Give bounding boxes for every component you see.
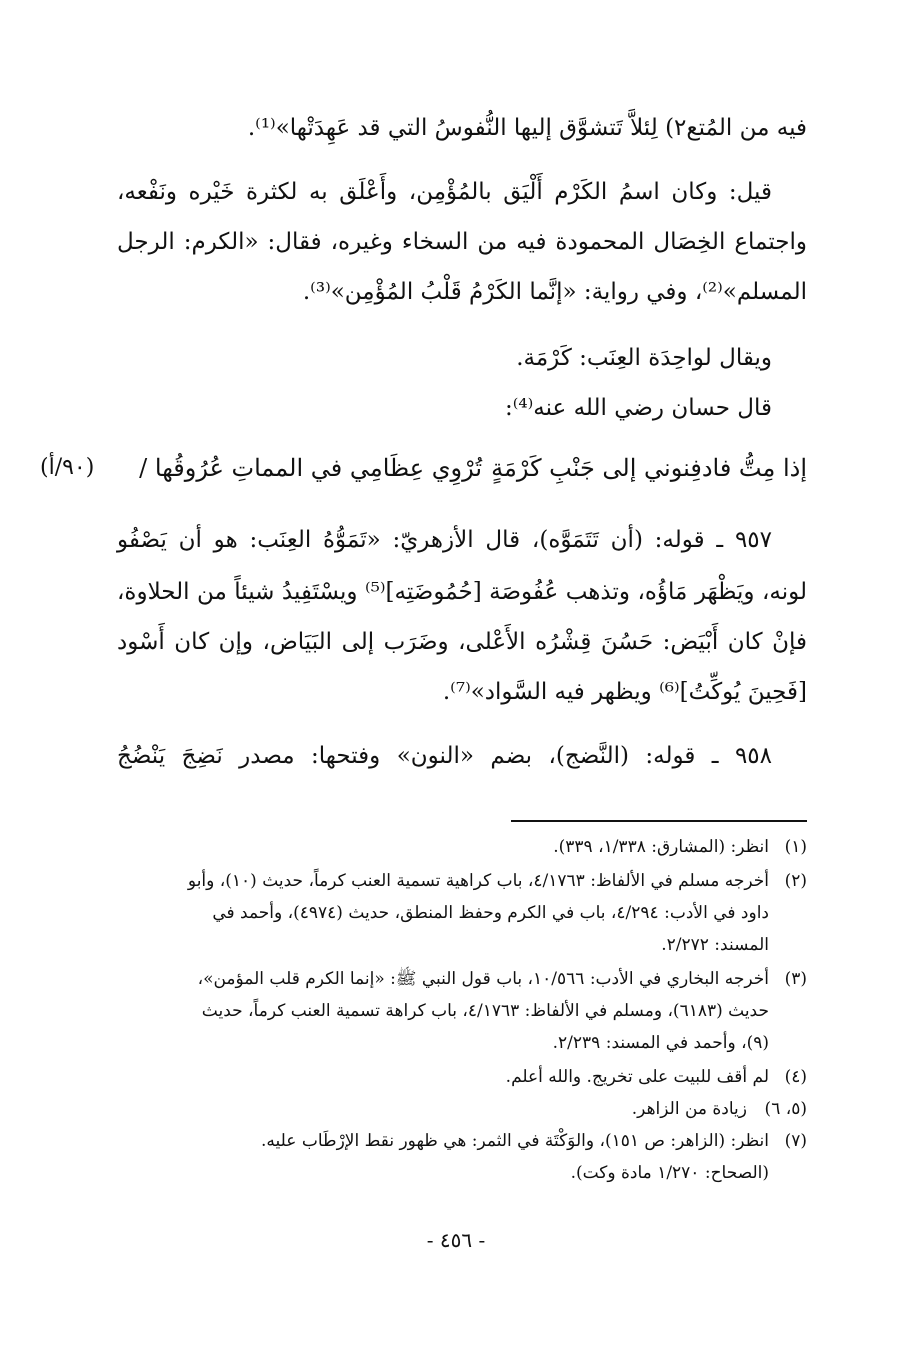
body-line-5: ويقال لواحِدَة العِنَب: كَرْمَة. (516, 345, 772, 371)
footnote-5-6 (107, 1094, 807, 1124)
footnote-number: (١) (784, 837, 807, 857)
footnote-7 (107, 1126, 807, 1156)
footnote-text: أخرجه البخاري في الأدب: ١٠/٥٦٦، باب قول النبي ﷺ: «إنما الكرم قلب المؤمن»، (197, 969, 769, 989)
footnote-separator (511, 820, 807, 822)
footnote-number: (٣) (784, 969, 807, 989)
footnote-number: (٥، ٦) (764, 1099, 807, 1119)
footnote-2 (107, 866, 807, 896)
body-line-9: فإنْ كان أَبْيَض: حَسُنَ قِشْرُه الأَعْلى، وضَرَب إلى البَيَاض، وإن كان أَسْود (117, 629, 807, 655)
verse-hemistich-right: إذا مِتُّ فادفِنوني إلى جَنْبِ كَرْمَةٍ (491, 454, 807, 482)
footnote-number: (٢) (784, 871, 807, 891)
footnote-7-line-2: (الصحاح: ١/٢٧٠ مادة وكت). (570, 1163, 769, 1183)
footnote-4 (107, 1062, 807, 1092)
body-line-2: قيل: وكان اسمُ الكَرْم أَلْيَق بالمُؤْمِن، وأَعْلَق به لكثرة خَيْره ونَفْعه، (117, 179, 772, 205)
body-line-1: فيه من المُتع٢) لِئلاَّ تَتشوَّق إليها النُّفوسُ التي قد عَهِدَتْها»⁽¹⁾. (247, 115, 807, 141)
body-line-10: [فَحِينَ يُوكِّتُ]⁽⁶⁾ ويظهر فيه السَّواد»⁽⁷⁾. (442, 679, 807, 705)
body-line-7: ٩٥٧ ـ قوله: (أن تَتَمَوَّه)، قال الأزهريّ: «تَمَوُّهُ العِنَب: هو أن يَصْفُو (117, 527, 772, 553)
body-line-6: قال حسان رضي الله عنه⁽⁴⁾: (504, 395, 772, 421)
footnote-text: أخرجه مسلم في الألفاظ: ٤/١٧٦٣، باب كراهية تسمية العنب كرماً، حديث (١٠)، وأبو (187, 871, 769, 891)
footnote-text: انظر: (المشارق: ١/٣٣٨، ٣٣٩). (553, 837, 769, 857)
footnote-2-line-2: داود في الأدب: ٤/٢٩٤، باب في الكرم وحفظ المنطق، حديث (٤٩٧٤)، وأحمد في (212, 903, 769, 923)
body-line-4: المسلم»⁽²⁾، وفي رواية: «إنَّما الكَرْمُ قَلْبُ المُؤْمِن»⁽³⁾. (302, 279, 807, 305)
footnote-number: (٧) (784, 1131, 807, 1151)
footnote-3-line-2: حديث (٦١٨٣)، ومسلم في الألفاظ: ٤/١٧٦٣، باب كراهة تسمية العنب كرماً، حديث (201, 1001, 769, 1021)
margin-folio-marker: (٩٠/أ) (40, 455, 95, 480)
footnote-3 (107, 964, 807, 994)
footnote-1 (107, 832, 807, 862)
footnote-text: لم أقف للبيت على تخريج. والله أعلم. (505, 1067, 769, 1087)
page-number: - ٤٥٦ - (426, 1228, 486, 1252)
footnote-text: زيادة من الزاهر. (631, 1099, 747, 1119)
footnote-text: انظر: (الزاهر: ص ١٥١)، والوَكْتَة في الثمر: هي ظهور نقط الإرْطَاب عليه. (261, 1131, 769, 1151)
footnote-3-line-3: (٩)، وأحمد في المسند: ٢/٢٣٩. (552, 1033, 769, 1053)
verse-hemistich-left: تُرْوِي عِظَامِي في المماتِ عُرُوقُها / (139, 454, 482, 482)
footnote-2-line-3: المسند: ٢/٢٧٢. (661, 935, 769, 955)
footnote-number: (٤) (784, 1067, 807, 1087)
body-line-11: ٩٥٨ ـ قوله: (النَّضج)، بضم «النون» وفتحها: مصدر نَضِجَ يَنْضُجُ (117, 743, 772, 769)
body-line-3: واجتماع الخِصَال المحمودة فيه من السخاء وغيره، فقال: «الكرم: الرجل (117, 229, 807, 255)
body-line-8: لونه، ويَظْهَر مَاؤُه، وتذهب عُفُوصَة [حُمُوضَتِه]⁽⁵⁾ ويسْتَفِيدُ شيئاً من الحلاوة، (117, 579, 808, 605)
